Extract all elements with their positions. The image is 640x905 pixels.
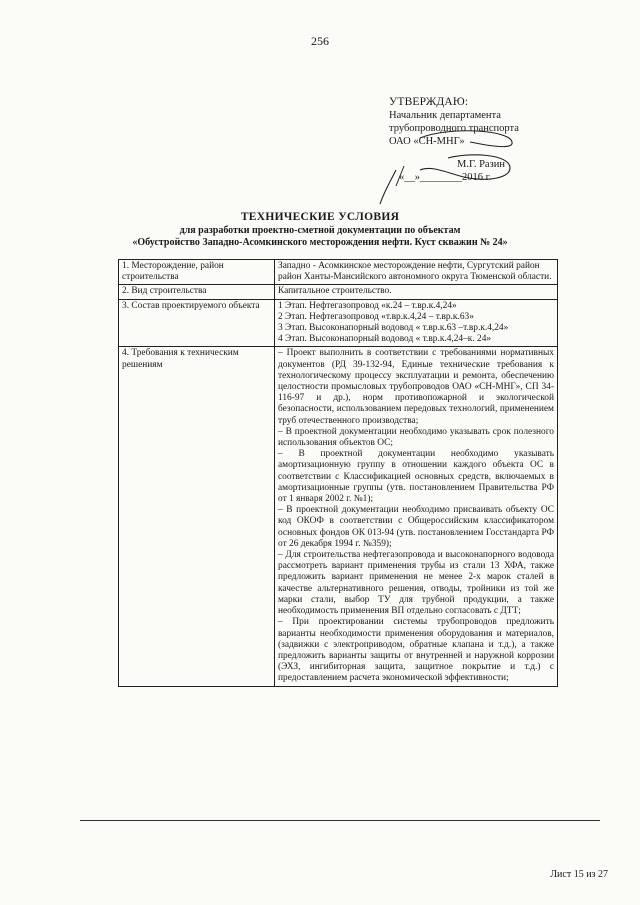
sheet-number: Лист 15 из 27 <box>550 869 608 880</box>
handwritten-signature <box>360 126 540 206</box>
approval-date: «__»________2016 г. <box>399 172 492 183</box>
requirement-paragraph: – Для строительства нефтегазопровода и высоконапорного водовода рассмотреть вариант применения трубы из стали 13 ХФА, также предложить вариант применения не менее 2-х марок сталей в качестве альтернативного решения, отводы, тройники из той же марки стали, выбор ТУ для трубной продукции, а также необходимость применения ВП отдельно согласовать с ДТТ; <box>278 550 554 617</box>
approval-signer: М.Г. Разин <box>457 159 505 170</box>
doc-title: ТЕХНИЧЕСКИЕ УСЛОВИЯ <box>240 211 400 223</box>
row-value <box>275 299 558 347</box>
doc-object-title: «Обустройство Западно-Асомкинского месторождения нефти. Куст скважин № 24» <box>132 237 508 248</box>
stage-item: 2 Этап. Нефтегазопровод «т.вр.к.4,24 – т.вр.к.63» <box>278 311 474 322</box>
requirement-paragraph: – Проект выполнить в соответствии с требованиями нормативных документов (РД 39-132-94, Единые технические требования к технологическому процессу эксплуатации и ремонта, обеспечению целостности промысловых трубопроводов ОАО «СН-МНГ», СП 34-116-97 и др.), норм противопожарной и экологической безопасности, использованием передовых технологий, применением труб отечественного производства; <box>278 348 554 426</box>
stage-item: 4 Этап. Высоконапорный водовод « т.вр.к.4,24–к. 24» <box>278 334 492 345</box>
row-label: 3. Состав проектируемого объекта <box>119 299 275 347</box>
requirement-paragraph: – В проектной документации необходимо указывать амортизационную группу в отношении каждого объекта ОС в соответствии с Классификацией основных средств, включаемых в амортизационные группы (утв. постановлением Правительства РФ от 1 января 2002 г. №1); <box>278 449 554 505</box>
table-row <box>119 285 558 299</box>
spec-table <box>118 259 558 687</box>
row-value <box>275 347 558 686</box>
row-label: 2. Вид строительства <box>119 285 275 299</box>
table-row <box>119 299 558 347</box>
requirement-paragraph: – В проектной документации необходимо указывать срок полезного использования объектов ОС; <box>278 426 554 449</box>
approval-title: УТВЕРЖДАЮ: <box>389 96 469 108</box>
row-value: Капитальное строительство. <box>275 285 558 299</box>
doc-subtitle: для разработки проектно-сметной документации по объектам <box>179 225 461 236</box>
requirement-paragraph: – В проектной документации необходимо присваивать объекту ОС код ОКОФ в соответствии с Общероссийским классификатором основных фондов ОК 013-94 (утв. постановлением Госстандарта РФ от 26 декабря 1994 г. №359); <box>278 505 554 549</box>
table-row <box>119 347 558 686</box>
footer-divider <box>80 820 600 821</box>
table-row <box>119 260 558 285</box>
row-value: Западно - Асомкинское месторождение нефти, Сургутский район район Ханты-Мансийского автономного округа Тюменской области. <box>275 260 558 285</box>
row-label: 1. Месторождение, район строительства <box>119 260 275 285</box>
requirement-paragraph: – При проектировании системы трубопроводов предложить варианты необходимости применения оборудования и материалов, (задвижки с электроприводом, обратные клапана и т.д.), а также предложить варианты защиты от внутренней и наружной коррозии (ЭХЗ, ингибиторная защита, защитное покрытие и т.д.) с предоставлением расчета экономической эффективности; <box>278 617 554 684</box>
approval-position-line2: трубопроводного транспорта <box>389 123 519 134</box>
stage-item: 1 Этап. Нефтегазопровод «к.24 – т.вр.к.4,24» <box>278 300 457 311</box>
row-label: 4. Требования к техническим решениям <box>119 347 275 686</box>
stage-item: 3 Этап. Высоконапорный водовод « т.вр.к.63 –т.вр.к.4,24» <box>278 323 509 334</box>
approval-company: ОАО «СН-МНГ» <box>389 136 465 147</box>
page-number: 256 <box>311 34 329 48</box>
approval-position-line1: Начальник департамента <box>389 110 501 121</box>
